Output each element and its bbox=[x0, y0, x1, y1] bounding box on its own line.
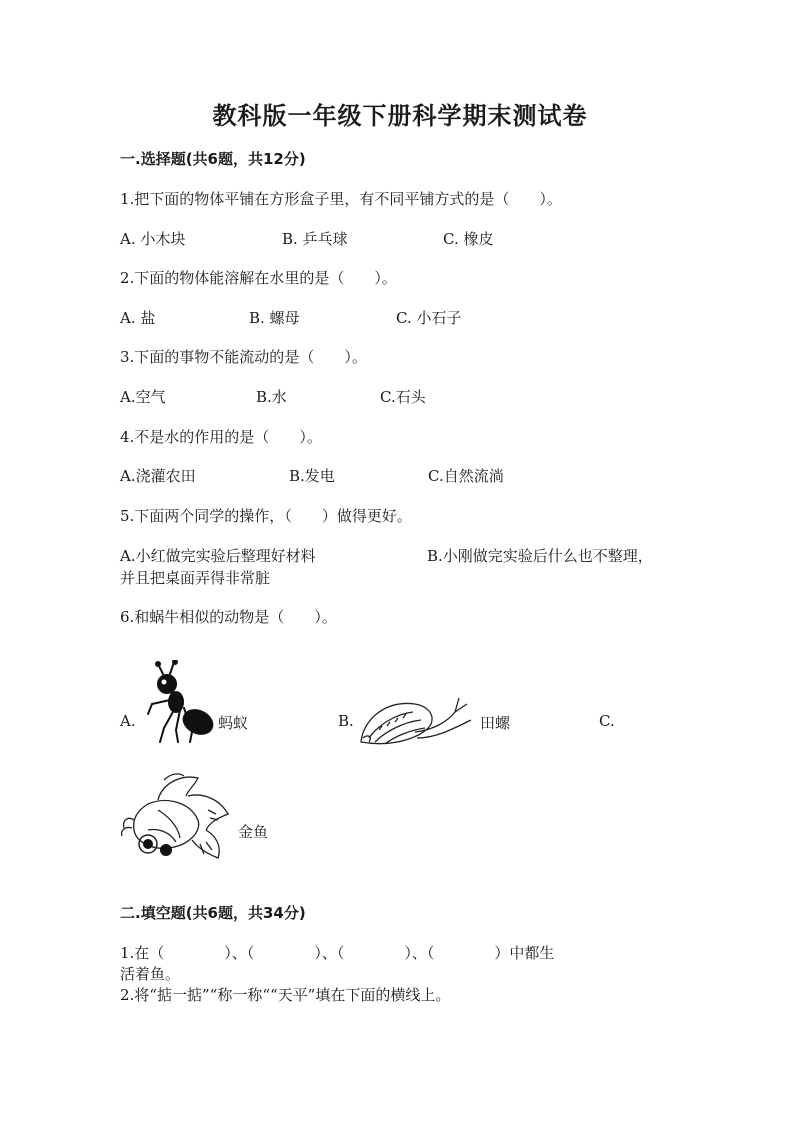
question-4: 4.不是水的作用的是（ ）。 bbox=[120, 428, 322, 446]
ant-icon bbox=[140, 660, 220, 745]
river-snail-icon bbox=[355, 690, 475, 752]
q6-option-a-label: 蚂蚁 bbox=[218, 714, 249, 732]
q3-option-c: C.石头 bbox=[380, 388, 426, 406]
q6-option-c-letter: C. bbox=[599, 712, 615, 730]
q3-option-b: B.水 bbox=[256, 388, 287, 406]
question-3: 3.下面的事物不能流动的是（ ）。 bbox=[120, 348, 367, 366]
goldfish-icon bbox=[118, 770, 234, 862]
q1-option-c: C. 橡皮 bbox=[443, 230, 494, 248]
q2-option-c: C. 小石子 bbox=[396, 309, 462, 327]
q5-option-a: A.小红做完实验后整理好材料 bbox=[120, 547, 316, 565]
q1-option-a: A. 小木块 bbox=[120, 230, 186, 248]
q4-option-b: B.发电 bbox=[289, 467, 335, 485]
page-title: 教科版一年级下册科学期末测试卷 bbox=[212, 101, 588, 130]
q4-option-c: C.自然流淌 bbox=[428, 467, 504, 485]
q5-option-b: B.小刚做完实验后什么也不整理， bbox=[427, 547, 653, 565]
q2-option-b: B. 螺母 bbox=[249, 309, 300, 327]
q6-option-c-label: 金鱼 bbox=[238, 823, 269, 841]
q2-option-a: A. 盐 bbox=[120, 309, 156, 327]
fill-question-1: 1.在（ ）、（ ）、（ ）、（ ）中都生 bbox=[120, 944, 555, 962]
q1-option-b: B. 乒乓球 bbox=[282, 230, 348, 248]
q3-option-a: A.空气 bbox=[120, 388, 166, 406]
q6-option-a-letter: A. bbox=[120, 712, 136, 730]
question-6: 6.和蜗牛相似的动物是（ ）。 bbox=[120, 608, 337, 626]
section-heading-choice: 一.选择题(共6题，共12分) bbox=[120, 150, 306, 168]
question-2: 2.下面的物体能溶解在水里的是（ ）。 bbox=[120, 269, 397, 287]
question-5: 5.下面两个同学的操作，（ ）做得更好。 bbox=[120, 507, 412, 525]
fill-question-1-continued: 活着鱼。 bbox=[120, 965, 181, 983]
q6-option-b-letter: B. bbox=[338, 712, 354, 730]
section-heading-fill-blank: 二.填空题(共6题，共34分) bbox=[120, 904, 306, 922]
q6-option-b-label: 田螺 bbox=[480, 714, 511, 732]
q4-option-a: A.浇灌农田 bbox=[120, 467, 196, 485]
question-1: 1.把下面的物体平铺在方形盒子里，有不同平铺方式的是（ ）。 bbox=[120, 190, 562, 208]
q5-option-b-continued: 并且把桌面弄得非常脏 bbox=[120, 569, 271, 587]
fill-question-2: 2.将“掂一掂”“称一称““天平”填在下面的横线上。 bbox=[120, 986, 451, 1004]
